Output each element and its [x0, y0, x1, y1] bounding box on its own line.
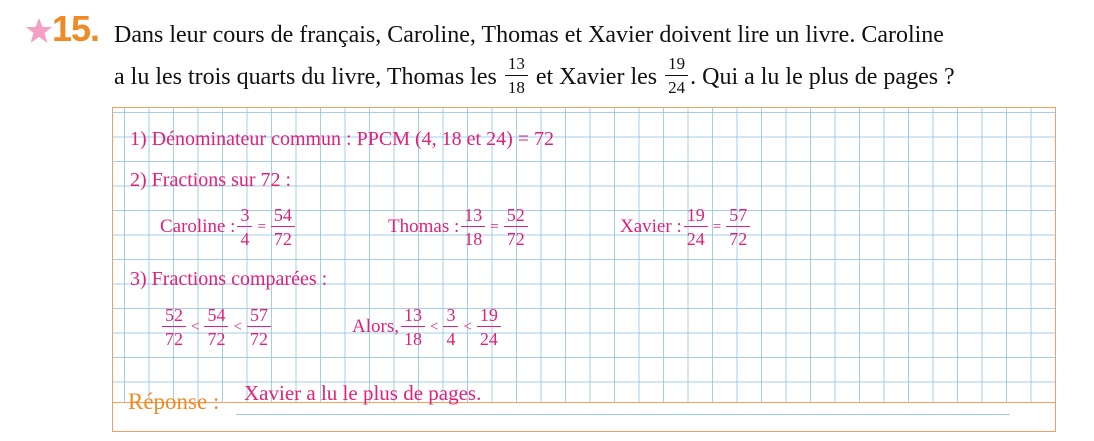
fraction-denominator: 4 — [446, 329, 456, 349]
answer-text: Xavier a lu le plus de pages. — [244, 381, 482, 405]
fraction-c — [247, 306, 271, 348]
question-text-end: . Qui a lu le plus de pages ? — [690, 64, 955, 91]
fraction-denominator: 18 — [464, 229, 483, 249]
fraction-numerator: 19 — [684, 206, 708, 227]
fraction-numerator: 57 — [247, 306, 271, 327]
fraction-denominator: 72 — [506, 229, 525, 249]
xavier-label: Xavier : — [620, 216, 682, 237]
less-than-sign: < — [191, 318, 200, 335]
fraction-numerator: 13 — [401, 306, 425, 327]
step-3-title: 3) Fractions comparées : — [130, 268, 328, 290]
fraction-denominator: 24 — [686, 229, 705, 249]
question-text-start: a lu les trois quarts du livre, Thomas les — [114, 64, 497, 91]
fraction-numerator: 54 — [204, 306, 228, 327]
fraction-a — [162, 306, 186, 348]
fraction-numerator: 52 — [504, 206, 528, 227]
fraction-numerator: 52 — [162, 306, 186, 327]
fraction-numerator: 13 — [461, 206, 485, 227]
fraction-numerator: 19 — [477, 306, 501, 327]
fraction-numerator: 3 — [443, 306, 458, 327]
xavier-conversion — [620, 206, 752, 248]
caroline-fraction-72 — [271, 206, 295, 248]
fraction-denominator: 72 — [729, 229, 748, 249]
fraction-denominator: 4 — [240, 229, 250, 249]
equals-sign: = — [490, 218, 499, 235]
question-line-1: Dans leur cours de français, Caroline, Thomas et Xavier doivent lire un livre. Caroline — [114, 22, 944, 48]
equals-sign: = — [712, 218, 722, 235]
conclusion-comparison — [352, 306, 503, 348]
caroline-conversion — [160, 206, 297, 248]
xavier-fraction-72 — [726, 206, 750, 248]
fraction-denominator: 24 — [668, 78, 686, 97]
fraction-b — [204, 306, 228, 348]
answer-label: Réponse : — [128, 389, 220, 414]
fraction-denominator: 72 — [207, 329, 226, 349]
question-text-mid: et Xavier les — [535, 64, 658, 91]
less-than-sign: < — [463, 318, 472, 335]
xavier-fraction — [684, 206, 708, 248]
fraction-denominator: 72 — [273, 229, 292, 249]
step-2-title: 2) Fractions sur 72 : — [130, 169, 292, 191]
fraction-numerator: 19 — [665, 55, 688, 76]
caroline-label: Caroline : — [160, 216, 236, 237]
answer-line — [236, 414, 1010, 415]
fraction-b — [443, 306, 458, 348]
fraction-numerator: 54 — [271, 206, 295, 227]
thomas-fraction — [461, 206, 485, 248]
answer-bar — [112, 402, 1056, 432]
exercise-number: 15. — [52, 8, 100, 49]
thomas-label: Thomas : — [388, 216, 460, 237]
step-1-common-denominator: 1) Dénominateur commun : PPCM (4, 18 et 24) = 72 — [130, 128, 555, 150]
less-than-sign: < — [233, 318, 242, 335]
thomas-fraction — [505, 55, 528, 96]
fraction-numerator: 57 — [726, 206, 750, 227]
caroline-fraction — [237, 206, 252, 248]
fraction-numerator: 3 — [237, 206, 252, 227]
fraction-numerator: 13 — [505, 55, 528, 76]
fraction-a — [401, 306, 425, 348]
fraction-denominator: 18 — [507, 78, 525, 97]
star-icon — [25, 16, 53, 46]
equals-sign: = — [257, 218, 266, 235]
fraction-denominator: 24 — [479, 329, 498, 349]
grid-answer-box — [112, 107, 1056, 404]
question-line-2 — [114, 54, 955, 99]
fraction-denominator: 72 — [249, 329, 268, 349]
comparison-over-72 — [160, 306, 273, 348]
less-than-sign: < — [429, 318, 439, 335]
thomas-fraction-72 — [504, 206, 528, 248]
fraction-c — [477, 306, 501, 348]
xavier-fraction — [665, 55, 688, 96]
conclusion-label: Alors, — [352, 316, 399, 337]
thomas-conversion — [388, 206, 530, 248]
fraction-denominator: 72 — [165, 329, 183, 349]
fraction-denominator: 18 — [403, 329, 422, 349]
